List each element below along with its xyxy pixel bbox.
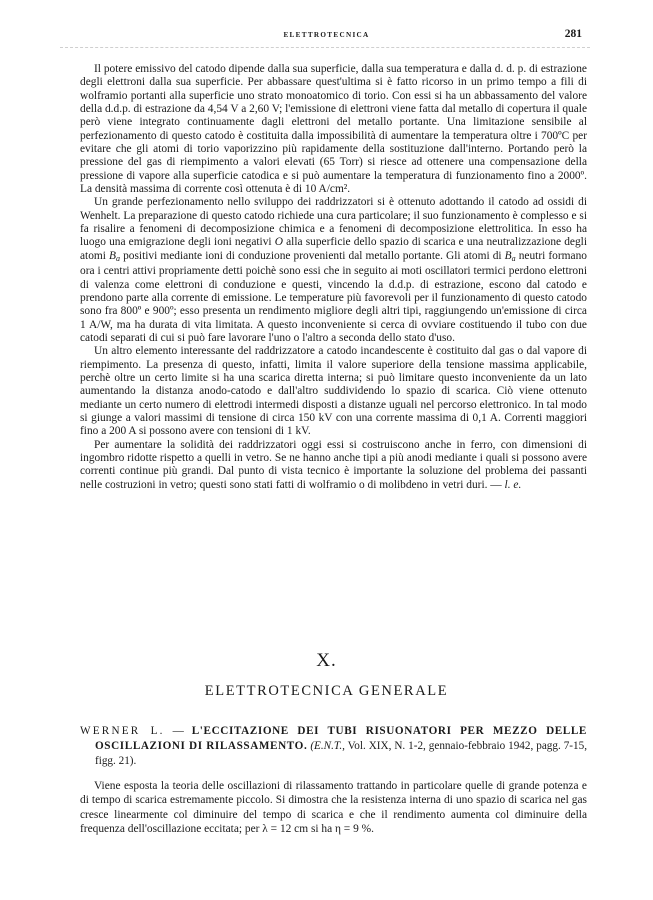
entry-citation: Vol. XIX, N. 1-2, gennaio-febbraio 1942, pagg. 7-15, figg. 21).: [95, 740, 588, 767]
page-number: 281: [564, 28, 582, 40]
paragraph-2-text-c: positivi mediante ioni di conduzione provenienti dal metallo portante. Gli atomi di: [120, 249, 505, 262]
paragraph-4-text: Per aumentare la solidità dei raddrizzatori oggi essi si costruiscono anche in ferro, con dimensioni di ingombro ridotte rispetto a quelli in vetro. Se ne hanno anche tipi a più anodi mediante i quali si possono avere correnti continue più grandi. Dal punto di vista tecnico è importante la soluzione del problema dei passanti nelle costruzioni in vetro; questi sono stati fatti di wolframio o di molibdeno in vetri duri. —: [80, 438, 587, 491]
paragraph-2-text-b: alla superficie dello spazio di scarica e una neutralizzazione degli atomi: [80, 236, 587, 262]
entry-heading: [80, 724, 587, 769]
entry-dash: —: [172, 725, 184, 737]
symbol-b-2: B: [504, 249, 512, 262]
header-rule: [60, 47, 590, 48]
paragraph-4: [80, 439, 587, 492]
article-body: [80, 63, 587, 492]
paragraph-2-text-d: neutri formano ora i centri attivi propriamente detti poichè sono essi che in seguito ai moti oscillatori termici perdono elettroni di valenza come elettroni di conduzione e questi, vincendo la d.d.p. di estrazione, escono dal catodo e prendono parte alla corrente di emissione. Le temperature più favorevoli per il funzionamento di questo catodo sono fra 800º e 900º; esso presenta un rendimento migliore degli altri tipi, raggiungendo un'emissione di circa 1 A/W, ma ha durata di vita limitata. A questo inconveniente si cerca di ovviare costituendo il tubo con due catodi separati di cui si può fare lavorare l'uno o l'altro a seconda dello stato d'uso.: [80, 249, 587, 344]
chapter-title: ELETTROTECNICA GENERALE: [204, 683, 449, 699]
running-head-title: ELETTROTECNICA: [283, 31, 370, 39]
paragraph-2: [80, 196, 587, 345]
author-signature: l. e.: [504, 478, 522, 491]
symbol-b: B: [109, 249, 116, 262]
symbol-b-subscript-2: a: [511, 253, 516, 263]
paragraph-2-text-a: Un grande perfezionamento nello sviluppo dei raddrizzatori si è ottenuto adottando il catodo ad ossidi di Wenhelt. La preparazione di questo catodo richiede una cura particolare; il suo funzionamento è complesso e si fa risalire a fenomeni di decomposizione chimica e a fenomeni di decomposizione elettrolitica. In esso ha luogo una emigrazione degli ioni negativi: [80, 196, 587, 249]
symbol-b-subscript: a: [116, 253, 120, 263]
running-head: [0, 29, 653, 45]
chapter-number: X.: [316, 650, 337, 671]
entry-article-title: L'ECCITAZIONE DEI TUBI RISUONATORI PER MEZZO DELLE OSCILLAZIONI DI RILASSAMENTO.: [95, 725, 587, 752]
paragraph-1: Il potere emissivo del catodo dipende dalla sua superficie, dalla sua temperatura e dalla d. d. p. di estrazione degli elettroni dalla sua superficie. Per abbassare quest'ultima si è fatto ricorso in un primo tempo a fili di wolframio portanti alla superficie uno strato monoatomico di torio. Con essi si ha un abbassamento del valore della d.d.p. di estrazione da 4,54 V a 2,60 V; l'emissione di elettroni viene fatta dal metallo di copertura il quale però viene integrato continuamente dagli elettroni del metallo portante. Una limitazione sensibile al perfezionamento di questo catodo è costituita dalla impossibilità di aumentare la temperatura oltre i 700ºC per evitare che gli atomi di torio vaporizzino più rapidamente della sostituzione dall'interno. Portando però la pressione del gas di riempimento a valori elevati (65 Torr) si riesce ad ottenere una compensazione della pressione di vapore alla superficie catodica e si può aumentare la temperatura di funzionamento fino a 2000º. La densità massima di corrente così ottenuta è di 10 A/cm².: [80, 63, 587, 196]
entry-source: (E.N.T.,: [310, 740, 345, 752]
entry-abstract: Viene esposta la teoria delle oscillazioni di rilassamento trattando in particolare quelle di grande potenza e di tempo di scarica estremamente piccolo. Si dimostra che la resistenza interna di uno spazio di scarica nel gas cresce linearmente col diminuire del tempo di scarica e che il rendimento aumenta col diminuire della frequenza dell'oscillazione eccitata; per λ = 12 cm si ha η = 9 %.: [80, 780, 587, 836]
paragraph-3: Un altro elemento interessante del raddrizzatore a catodo incandescente è costituito dal gas o dal vapore di riempimento. La presenza di questo, infatti, limita il valore superiore della tensione massima applicabile, perchè oltre un certo limite si ha una scarica diretta interna; si può limitare questo inconveniente da un lato aumentando la distanza anodo-catodo e dall'altro suddividendo lo spazio di scarica. Ciò viene ottenuto mediante un certo numero di elettrodi intermedi disposti a distanze uguali nel percorso elettronico. In tal modo si giunge a valori massimi di tensione di circa 150 kV con una corrente massima di 0,1 A. Correnti maggiori fino a 200 A si possono avere con tensioni di 1 kV.: [80, 345, 587, 438]
symbol-o: O: [274, 236, 283, 249]
entry-author: WERNER L.: [80, 725, 165, 737]
bibliographic-entry: [80, 724, 587, 837]
